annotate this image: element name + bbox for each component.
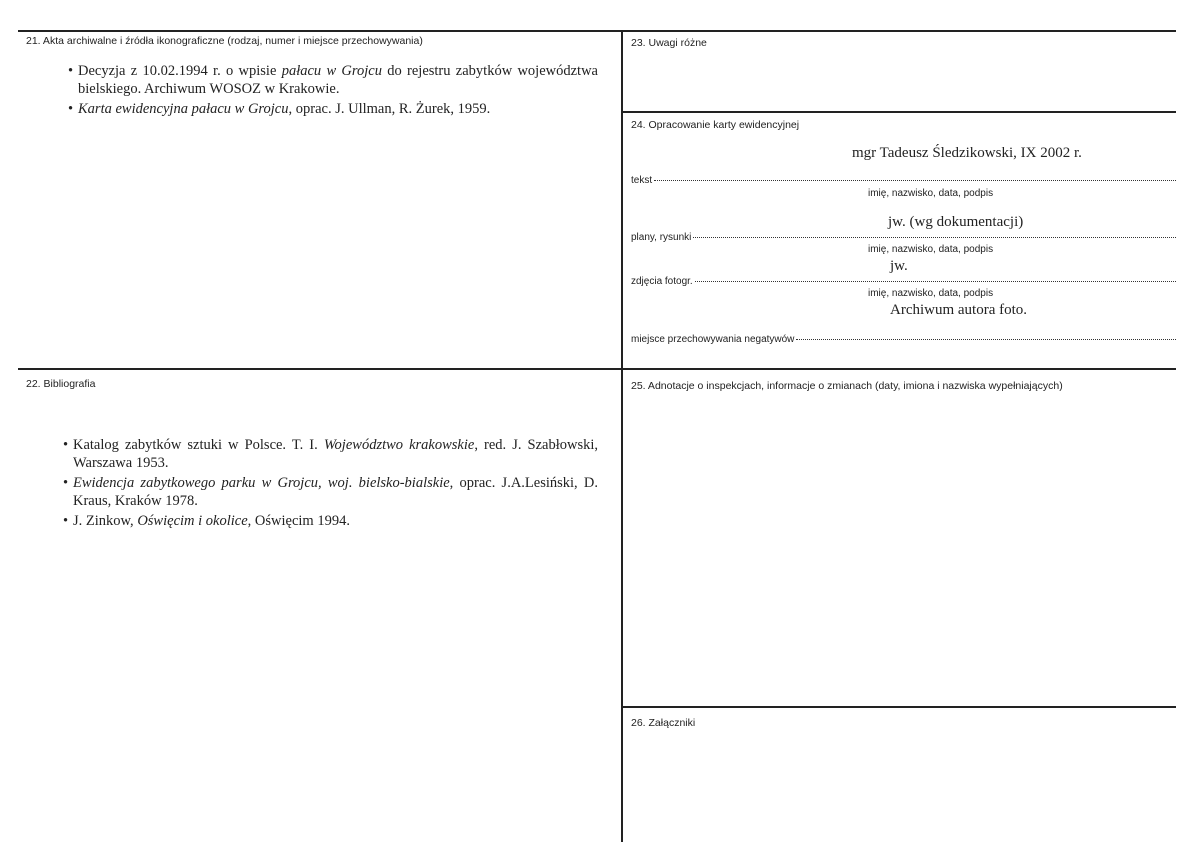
entry-text: , red. J. Szabłowski, Warszawa 1953. [73, 437, 598, 471]
text-field-row [631, 175, 1176, 186]
plans-value: jw. (wg dokumentacji) [888, 214, 1024, 230]
entry-text-italic: pałacu w Grojcu [281, 63, 382, 79]
middle-divider-line [18, 368, 1176, 370]
top-border-line [18, 30, 1176, 32]
text-field-caption: imię, nazwisko, data, podpis [868, 188, 994, 199]
plans-field-dots [693, 236, 1176, 238]
negatives-field-row [631, 334, 1176, 345]
bibliography-entry [68, 62, 598, 98]
text-field-dots [654, 179, 1176, 181]
divider-23-24 [623, 111, 1176, 113]
section-21-entries [68, 62, 598, 120]
entry-text: , oprac. J.A.Lesiński, D. Kraus, Kraków 1978. [73, 475, 598, 509]
center-divider-line [621, 30, 623, 842]
photos-field-label: zdjęcia fotogr. [631, 276, 693, 287]
section-21-title: 21. Akta archiwalne i źródła ikonograficzne (rodzaj, numer i miejsce przechowywania) [26, 35, 423, 47]
negatives-value: Archiwum autora foto. [890, 302, 1028, 318]
plans-field-caption: imię, nazwisko, data, podpis [868, 244, 994, 255]
photos-field-row [631, 276, 1176, 287]
author-value: mgr Tadeusz Śledzikowski, IX 2002 r. [852, 145, 1082, 161]
photos-field-dots [695, 280, 1176, 282]
entry-text-italic: Ewidencja zabytkowego parku w Grojcu, woj. bielsko-bialskie [73, 475, 450, 491]
section-26-title: 26. Załączniki [631, 717, 696, 729]
section-23-title: 23. Uwagi różne [631, 37, 707, 49]
section-22-title: 22. Bibliografia [26, 378, 96, 390]
text-field-label: tekst [631, 175, 653, 186]
bibliography-entry [63, 474, 598, 510]
photos-field-caption: imię, nazwisko, data, podpis [868, 288, 994, 299]
bullet-icon: • [63, 437, 69, 453]
bullet-icon: • [68, 101, 74, 117]
entry-text: Decyzja z 10.02.1994 r. o wpisie [78, 63, 282, 79]
bibliography-entry [63, 436, 598, 472]
entry-text: do rejestru zabytków województwa bielskiego. Archiwum WOSOZ w Krakowie. [78, 63, 598, 97]
section-24-title: 24. Opracowanie karty ewidencyjnej [631, 119, 800, 131]
section-25-title: 25. Adnotacje o inspekcjach, informacje o zmianach (daty, imiona i nazwiska wypełniających) [631, 380, 1063, 392]
entry-text: , oprac. J. Ullman, R. Żurek, 1959. [288, 101, 491, 117]
bullet-icon: • [68, 63, 74, 79]
entry-text-italic: Województwo krakowskie [323, 437, 475, 453]
negatives-field-label: miejsce przechowywania negatywów [631, 334, 795, 345]
bibliography-entry [68, 100, 598, 118]
bibliography-entry [63, 512, 598, 530]
negatives-field-dots [796, 338, 1176, 340]
section-22-entries [63, 436, 598, 532]
plans-field-label: plany, rysunki [631, 232, 692, 243]
entry-text: Katalog zabytków sztuki w Polsce. T. I. [73, 437, 324, 453]
entry-text: , Oświęcim 1994. [247, 513, 350, 529]
photos-value: jw. [890, 258, 908, 274]
entry-text: J. Zinkow, [73, 513, 138, 529]
bullet-icon: • [63, 475, 69, 491]
plans-field-row [631, 232, 1176, 243]
entry-text-italic: Karta ewidencyjna pałacu w Grojcu [78, 101, 289, 117]
entry-text-italic: Oświęcim i okolice [137, 513, 248, 529]
bullet-icon: • [63, 513, 69, 529]
divider-25-26 [623, 706, 1176, 708]
